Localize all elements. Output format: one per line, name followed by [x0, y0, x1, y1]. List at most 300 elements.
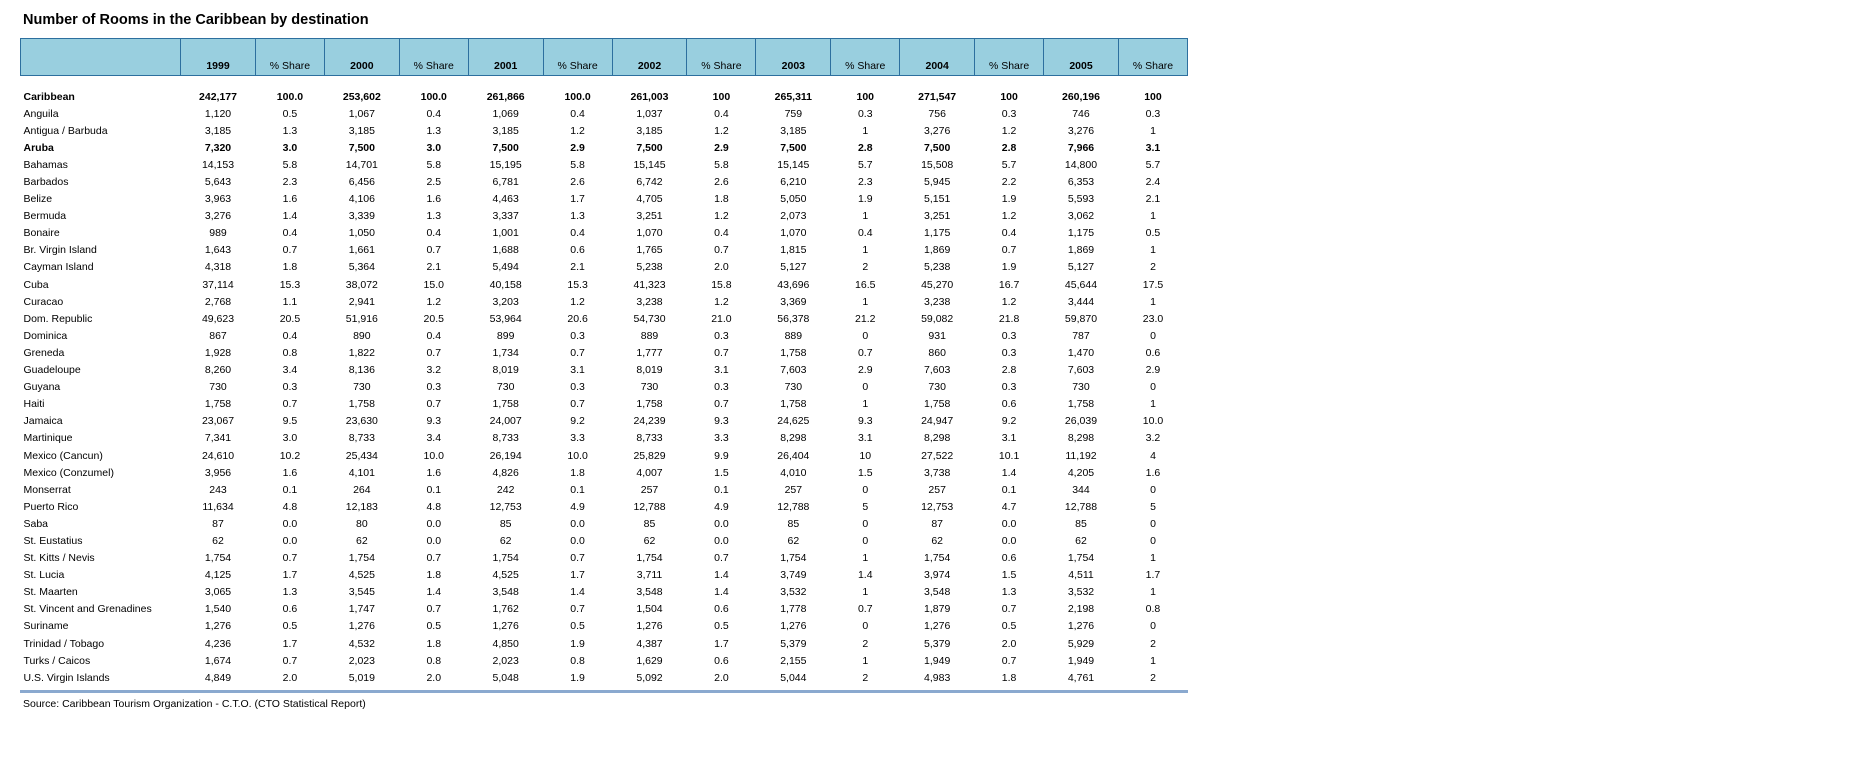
share-value: 0.6 — [1145, 346, 1161, 359]
share-value: 9.3 — [857, 415, 873, 428]
rooms-value: 5,050 — [780, 193, 807, 206]
rooms-value: 25,829 — [633, 449, 666, 462]
share-value: 100 — [712, 90, 731, 103]
share-value: 1.4 — [714, 569, 729, 582]
rooms-value: 4,849 — [204, 671, 232, 684]
rooms-value: 3,276 — [1067, 124, 1095, 137]
share-value: 1.8 — [714, 193, 729, 206]
share-value: 1.3 — [570, 210, 585, 223]
share-value: 0 — [1150, 620, 1156, 633]
share-value: 1.8 — [426, 569, 442, 582]
rooms-value: 62 — [931, 534, 943, 547]
share-value: 10.0 — [1142, 415, 1164, 428]
share-value: 5.7 — [1145, 158, 1161, 171]
share-value: 0.7 — [714, 398, 729, 411]
share-value: 0.3 — [570, 381, 585, 394]
share-value: 1.9 — [570, 637, 585, 650]
destination-name: U.S. Virgin Islands — [23, 671, 110, 684]
share-value: 0.5 — [1145, 227, 1161, 240]
share-value: 0.6 — [714, 603, 729, 616]
rooms-value: 1,276 — [1067, 620, 1095, 633]
share-value: 1.6 — [426, 193, 442, 206]
destination-name: Greneda — [23, 346, 65, 359]
rooms-value: 1,758 — [492, 398, 519, 411]
share-value: 0.8 — [570, 654, 585, 667]
rooms-value: 1,758 — [1067, 398, 1095, 411]
rooms-value: 8,019 — [636, 364, 663, 377]
share-value: 1 — [1150, 295, 1156, 308]
rooms-value: 8,298 — [780, 432, 807, 445]
destination-name: Dom. Republic — [23, 312, 93, 325]
rooms-value: 7,603 — [924, 364, 951, 377]
destination-name: Curacao — [23, 295, 64, 308]
share-value: 20.5 — [279, 312, 301, 325]
rooms-value: 1,758 — [636, 398, 663, 411]
share-value: 3.0 — [426, 141, 442, 154]
destination-name: Cayman Island — [23, 261, 94, 274]
rooms-value: 5,127 — [1067, 261, 1095, 274]
share-value: 1.4 — [714, 586, 729, 599]
table-row — [21, 173, 1188, 190]
share-value: 16.7 — [998, 278, 1020, 291]
destination-name: Antigua / Barbuda — [23, 124, 108, 137]
share-value: 2.1 — [1145, 193, 1161, 206]
rooms-value: 2,941 — [348, 295, 375, 308]
spacer-cell — [21, 76, 1188, 89]
share-value: 0 — [1150, 483, 1156, 496]
rooms-value: 1,175 — [924, 227, 951, 240]
share-value: 0.7 — [282, 552, 298, 565]
rooms-value: 243 — [209, 483, 227, 496]
rooms-value: 4,106 — [348, 193, 375, 206]
rooms-value: 62 — [356, 534, 368, 547]
rooms-value: 3,532 — [1067, 586, 1095, 599]
share-value: 2.9 — [714, 141, 729, 154]
share-value: 0.7 — [426, 346, 442, 359]
share-value: 1 — [862, 210, 869, 223]
rooms-value: 890 — [353, 329, 371, 342]
share-value: 4 — [1150, 449, 1156, 462]
share-value: 0.3 — [426, 381, 442, 394]
share-value: 5.7 — [857, 158, 873, 171]
rooms-value: 931 — [928, 329, 946, 342]
table-row — [21, 550, 1188, 567]
table-row — [21, 156, 1188, 173]
rooms-value: 1,754 — [1067, 552, 1095, 565]
share-value: 0.7 — [857, 603, 873, 616]
rooms-table — [20, 38, 1188, 686]
table-row — [21, 669, 1188, 686]
header-cell-year: 2002 — [612, 39, 687, 76]
rooms-value: 54,730 — [633, 312, 666, 325]
rooms-value: 41,323 — [633, 278, 666, 291]
rooms-value: 242 — [496, 483, 515, 496]
share-value: 1 — [862, 244, 869, 257]
rooms-value: 4,511 — [1068, 569, 1094, 582]
rooms-value: 3,444 — [1067, 295, 1095, 308]
share-value: 0.7 — [426, 603, 442, 616]
rooms-value: 4,125 — [204, 569, 232, 582]
share-value: 5.7 — [1001, 158, 1017, 171]
rooms-value: 257 — [784, 483, 803, 496]
share-value: 0.4 — [426, 329, 442, 342]
rooms-value: 3,062 — [1067, 210, 1095, 223]
table-row — [21, 293, 1188, 310]
rooms-value: 1,069 — [492, 107, 519, 120]
destination-name: Mexico (Conzumel) — [23, 466, 114, 479]
table-row — [21, 208, 1188, 225]
share-value: 0.7 — [426, 552, 442, 565]
rooms-value: 45,270 — [921, 278, 954, 291]
rooms-value: 5,593 — [1067, 193, 1095, 206]
rooms-value: 26,194 — [489, 449, 522, 462]
share-value: 1.2 — [1001, 124, 1017, 137]
rooms-value: 1,949 — [924, 654, 951, 667]
share-value: 10 — [859, 449, 872, 462]
share-value: 1.2 — [714, 295, 729, 308]
rooms-value: 860 — [928, 346, 946, 359]
rooms-value: 2,768 — [204, 295, 232, 308]
rooms-value: 62 — [1075, 534, 1087, 547]
share-value: 2.8 — [1001, 364, 1017, 377]
rooms-value: 23,630 — [345, 415, 378, 428]
rooms-value: 7,341 — [204, 432, 232, 445]
rooms-value: 1,747 — [348, 603, 375, 616]
rooms-value: 257 — [928, 483, 946, 496]
share-value: 15.0 — [423, 278, 444, 291]
rooms-value: 24,007 — [489, 415, 522, 428]
rooms-value: 14,800 — [1064, 158, 1098, 171]
rooms-value: 1,734 — [492, 346, 519, 359]
rooms-value: 4,850 — [492, 637, 519, 650]
table-row — [21, 379, 1188, 396]
rooms-value: 62 — [787, 534, 800, 547]
rooms-value: 25,434 — [345, 449, 378, 462]
rooms-value: 4,010 — [780, 466, 807, 479]
rooms-value: 24,625 — [777, 415, 810, 428]
rooms-value: 37,114 — [202, 278, 234, 291]
rooms-value: 1,758 — [204, 398, 232, 411]
rooms-value: 1,070 — [780, 227, 807, 240]
rooms-value: 7,500 — [492, 141, 519, 154]
rooms-value: 3,185 — [780, 124, 807, 137]
share-value: 0.7 — [1001, 603, 1017, 616]
header-cell-year: 2004 — [900, 39, 975, 76]
rooms-value: 3,369 — [780, 295, 807, 308]
rooms-value: 1,504 — [636, 603, 663, 616]
header-cell-destination — [21, 39, 181, 76]
destination-name: Caribbean — [23, 90, 75, 103]
share-value: 1.2 — [426, 295, 442, 308]
share-value: 0.7 — [857, 346, 873, 359]
rooms-value: 15,508 — [921, 158, 954, 171]
share-value: 0 — [862, 329, 869, 342]
rooms-value: 1,777 — [636, 346, 663, 359]
share-value: 2.1 — [426, 261, 442, 274]
share-value: 1.2 — [714, 124, 729, 137]
share-value: 3.1 — [714, 364, 729, 377]
rooms-value: 253,602 — [342, 90, 381, 103]
share-value: 1.4 — [857, 569, 873, 582]
share-value: 0.0 — [282, 517, 298, 530]
share-value: 0 — [1150, 517, 1156, 530]
destination-name: Saba — [23, 517, 49, 530]
share-value: 0.0 — [570, 517, 585, 530]
share-value: 1.2 — [570, 295, 585, 308]
share-value: 1 — [862, 586, 869, 599]
rooms-value: 344 — [1072, 483, 1090, 496]
share-value: 0.0 — [426, 534, 442, 547]
rooms-value: 80 — [356, 517, 368, 530]
header-cell-share: % Share — [687, 39, 756, 76]
rooms-value: 49,623 — [201, 312, 235, 325]
rooms-value: 62 — [643, 534, 656, 547]
rooms-value: 5,945 — [924, 176, 951, 189]
rooms-value: 1,067 — [348, 107, 375, 120]
share-value: 0.4 — [570, 227, 585, 240]
share-value: 1.2 — [714, 210, 729, 223]
rooms-value: 6,210 — [780, 176, 807, 189]
share-value: 9.9 — [714, 449, 729, 462]
share-value: 0.3 — [1001, 107, 1017, 120]
share-value: 0.7 — [570, 346, 585, 359]
share-value: 0.7 — [1001, 654, 1017, 667]
share-value: 1.5 — [714, 466, 729, 479]
share-value: 15.3 — [279, 278, 301, 291]
table-row — [21, 652, 1188, 669]
rooms-value: 3,238 — [636, 295, 663, 308]
destination-name: Dominica — [23, 329, 68, 342]
destination-name: Monserrat — [23, 483, 71, 496]
rooms-value: 38,072 — [345, 278, 378, 291]
rooms-value: 1,754 — [204, 552, 232, 565]
share-value: 1.1 — [282, 295, 298, 308]
share-value: 9.3 — [426, 415, 442, 428]
destination-name: Anguila — [23, 107, 59, 120]
rooms-value: 1,276 — [924, 620, 951, 633]
rooms-value: 3,251 — [636, 210, 663, 223]
rooms-value: 261,866 — [486, 90, 525, 103]
rooms-value: 62 — [499, 534, 512, 547]
share-value: 0.7 — [714, 346, 729, 359]
table-row — [21, 225, 1188, 242]
rooms-value: 5,238 — [924, 261, 951, 274]
share-value: 4.9 — [714, 500, 729, 513]
share-value: 0.7 — [570, 552, 585, 565]
rooms-value: 264 — [353, 483, 371, 496]
rooms-value: 43,696 — [777, 278, 810, 291]
rooms-value: 8,733 — [492, 432, 519, 445]
share-value: 3.1 — [1145, 141, 1161, 154]
share-value: 0.0 — [714, 534, 729, 547]
share-value: 0.0 — [714, 517, 729, 530]
share-value: 0.3 — [1001, 346, 1017, 359]
destination-name: St. Maarten — [23, 586, 78, 599]
share-value: 0.0 — [426, 517, 442, 530]
rooms-value: 5,379 — [924, 637, 951, 650]
rooms-value: 1,276 — [780, 620, 807, 633]
rooms-value: 1,629 — [636, 654, 663, 667]
rooms-value: 989 — [209, 227, 227, 240]
rooms-value: 3,738 — [924, 466, 951, 479]
rooms-value: 85 — [787, 517, 800, 530]
table-row — [21, 139, 1188, 156]
rooms-value: 3,548 — [492, 586, 519, 599]
share-value: 100.0 — [564, 90, 591, 103]
rooms-value: 4,318 — [204, 261, 232, 274]
share-value: 21.8 — [998, 312, 1020, 325]
share-value: 5.8 — [570, 158, 585, 171]
share-value: 0.3 — [1001, 329, 1017, 342]
rooms-value: 1,540 — [204, 603, 232, 616]
rooms-value: 3,185 — [636, 124, 663, 137]
rooms-value: 1,762 — [492, 603, 519, 616]
share-value: 0.3 — [282, 381, 298, 394]
share-value: 2.9 — [570, 141, 585, 154]
share-value: 2.0 — [714, 671, 729, 684]
table-row — [21, 618, 1188, 635]
share-value: 0.7 — [426, 244, 442, 257]
rooms-value: 257 — [640, 483, 659, 496]
rooms-value: 746 — [1072, 107, 1090, 120]
share-value: 0.1 — [426, 483, 442, 496]
share-value: 0.0 — [1001, 534, 1017, 547]
rooms-value: 5,929 — [1067, 637, 1095, 650]
table-row — [21, 464, 1188, 481]
rooms-value: 12,788 — [777, 500, 810, 513]
rooms-value: 85 — [1075, 517, 1087, 530]
rooms-value: 730 — [496, 381, 515, 394]
share-value: 2.0 — [282, 671, 298, 684]
rooms-value: 8,136 — [348, 364, 375, 377]
rooms-value: 1,688 — [492, 244, 519, 257]
share-value: 1.7 — [570, 569, 585, 582]
rooms-value: 4,007 — [636, 466, 663, 479]
rooms-value: 7,603 — [1067, 364, 1095, 377]
share-value: 1.7 — [714, 637, 729, 650]
spacer-row — [21, 76, 1188, 89]
rooms-value: 7,500 — [924, 141, 951, 154]
share-value: 1.3 — [426, 124, 442, 137]
rooms-value: 23,067 — [201, 415, 235, 428]
share-value: 2.9 — [1145, 364, 1161, 377]
table-header — [21, 39, 1188, 76]
rooms-value: 5,151 — [924, 193, 951, 206]
share-value: 0.4 — [282, 227, 298, 240]
destination-name: Bahamas — [23, 158, 68, 171]
rooms-value: 4,463 — [492, 193, 519, 206]
share-value: 4.7 — [1001, 500, 1017, 513]
share-value: 0.4 — [426, 227, 442, 240]
share-value: 10.0 — [423, 449, 444, 462]
destination-name: St. Kitts / Nevis — [23, 552, 95, 565]
share-value: 1.3 — [282, 586, 298, 599]
rooms-value: 242,177 — [199, 90, 237, 103]
destination-name: Jamaica — [23, 415, 63, 428]
share-value: 0.6 — [714, 654, 729, 667]
rooms-value: 5,364 — [348, 261, 375, 274]
share-value: 0.5 — [570, 620, 585, 633]
rooms-value: 3,963 — [204, 193, 232, 206]
share-value: 0.4 — [714, 227, 729, 240]
share-value: 1.2 — [1001, 295, 1017, 308]
destination-name: Bonaire — [23, 227, 60, 240]
rooms-value: 1,778 — [780, 603, 807, 616]
share-value: 100.0 — [276, 90, 304, 103]
share-value: 2.8 — [857, 141, 873, 154]
share-value: 1.6 — [426, 466, 442, 479]
table-row — [21, 396, 1188, 413]
rooms-value: 730 — [353, 381, 371, 394]
rooms-value: 14,153 — [201, 158, 235, 171]
share-value: 100 — [1144, 90, 1162, 103]
rooms-value: 3,956 — [204, 466, 232, 479]
share-value: 20.6 — [567, 312, 588, 325]
rooms-value: 4,525 — [348, 569, 375, 582]
rooms-value: 5,019 — [348, 671, 375, 684]
share-value: 4.8 — [282, 500, 298, 513]
destination-name: Cuba — [23, 278, 49, 291]
rooms-value: 2,023 — [348, 654, 375, 667]
share-value: 0.7 — [714, 244, 729, 257]
rooms-value: 4,826 — [492, 466, 519, 479]
rooms-value: 11,192 — [1065, 449, 1097, 462]
share-value: 0.4 — [1001, 227, 1017, 240]
rooms-value: 899 — [496, 329, 515, 342]
share-value: 4.8 — [426, 500, 442, 513]
share-value: 0.8 — [426, 654, 442, 667]
share-value: 0.1 — [1001, 483, 1017, 496]
share-value: 0 — [862, 483, 869, 496]
table-row — [21, 122, 1188, 139]
header-cell-year: 1999 — [181, 39, 256, 76]
share-value: 2 — [1150, 261, 1156, 274]
table-row — [21, 635, 1188, 652]
share-value: 1.3 — [1001, 586, 1017, 599]
rooms-value: 5,092 — [636, 671, 663, 684]
share-value: 2.0 — [1001, 637, 1017, 650]
share-value: 0.1 — [714, 483, 729, 496]
rooms-value: 27,522 — [921, 449, 954, 462]
destination-name: Trinidad / Tobago — [23, 637, 105, 650]
share-value: 100 — [1000, 90, 1018, 103]
rooms-value: 6,742 — [636, 176, 663, 189]
share-value: 0.3 — [714, 381, 729, 394]
destination-name: St. Vincent and Grenadines — [23, 603, 152, 616]
share-value: 15.8 — [711, 278, 732, 291]
table-row — [21, 105, 1188, 122]
rooms-value: 3,065 — [204, 586, 232, 599]
rooms-value: 3,548 — [924, 586, 951, 599]
rooms-value: 1,175 — [1067, 227, 1095, 240]
bottom-rule — [20, 690, 1188, 693]
share-value: 0.7 — [282, 244, 298, 257]
share-value: 0.0 — [1001, 517, 1017, 530]
rooms-value: 12,788 — [633, 500, 666, 513]
share-value: 3.3 — [714, 432, 729, 445]
rooms-value: 4,761 — [1067, 671, 1095, 684]
rooms-value: 1,276 — [204, 620, 232, 633]
rooms-value: 1,643 — [204, 244, 232, 257]
header-row — [21, 39, 1188, 76]
rooms-value: 4,705 — [636, 193, 663, 206]
rooms-value: 1,070 — [636, 227, 663, 240]
rooms-value: 3,339 — [348, 210, 375, 223]
rooms-value: 1,050 — [348, 227, 375, 240]
share-value: 1.8 — [426, 637, 442, 650]
rooms-value: 1,758 — [924, 398, 951, 411]
share-value: 1.6 — [282, 193, 298, 206]
